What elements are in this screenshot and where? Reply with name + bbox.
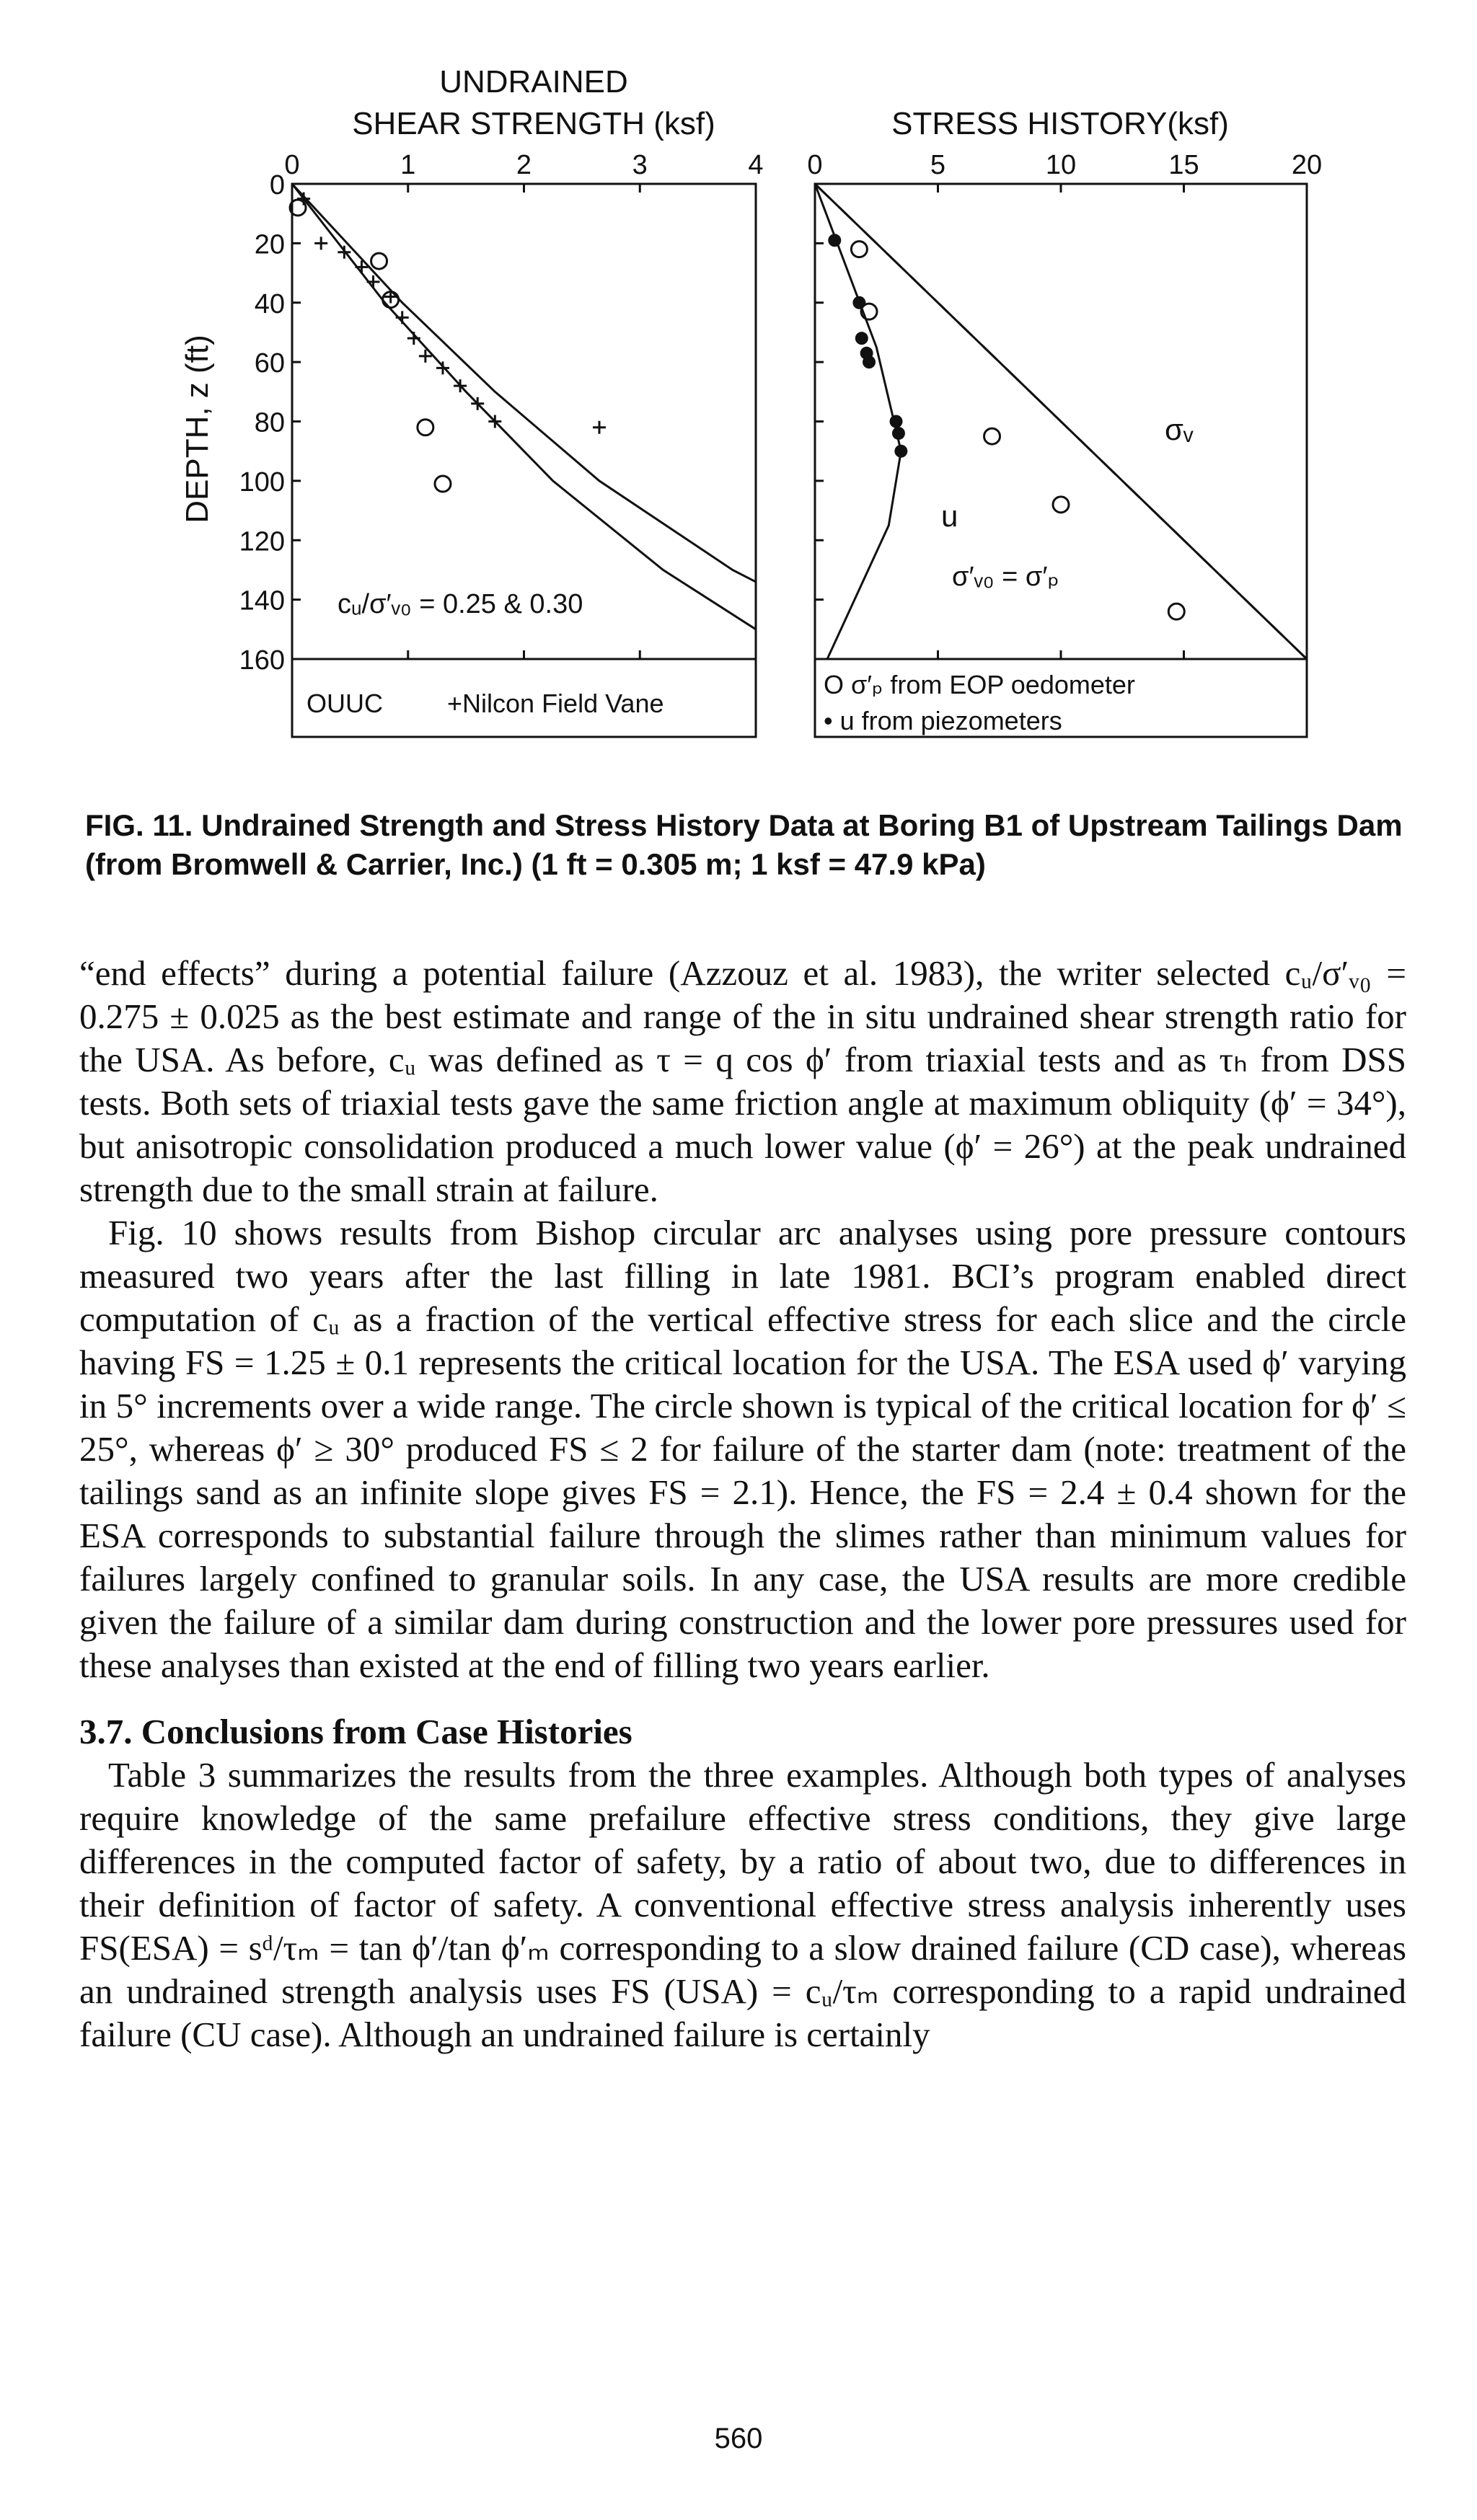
y-tick-label: 20	[254, 229, 285, 260]
figure-caption: FIG. 11. Undrained Strength and Stress History Data at Boring B1 of Upstream Tailings Dam (from Bromwell & Carrier, Inc.) (1 ft = 0.305 m; 1 ksf = 47.9 kPa)	[85, 808, 1403, 881]
data-point	[371, 253, 387, 269]
data-point	[984, 428, 1000, 444]
left-title-line2: SHEAR STRENGTH (ksf)	[352, 106, 715, 141]
series-line	[815, 184, 1307, 659]
x-tick-label: 1	[400, 150, 416, 180]
y-tick-label: 160	[239, 645, 285, 676]
x-tick-label: 10	[1045, 150, 1077, 180]
page-number: 560	[714, 2423, 763, 2454]
right-legend-oedometer: O σ′ₚ from EOP oedometer	[824, 670, 1135, 699]
left-chart	[239, 150, 764, 737]
y-tick-label: 40	[254, 288, 285, 319]
data-point	[1053, 497, 1069, 513]
right-chart	[807, 150, 1322, 737]
series-line	[292, 184, 756, 629]
y-tick-label: 120	[239, 526, 285, 557]
figure-svg	[0, 0, 1477, 779]
left-legend-vane: +Nilcon Field Vane	[447, 689, 664, 718]
data-point	[418, 420, 433, 436]
x-tick-label: 5	[930, 150, 946, 180]
right-title: STRESS HISTORY(ksf)	[891, 106, 1229, 141]
y-tick-label: 80	[254, 407, 285, 438]
left-legend-ouuc: OUUC	[307, 689, 383, 718]
x-tick-label: 0	[807, 150, 823, 180]
y-tick-label: 100	[239, 467, 285, 498]
data-point	[851, 242, 867, 257]
left-title-line1: UNDRAINED	[439, 64, 628, 100]
x-tick-label: 2	[516, 150, 532, 180]
piezometer-point	[863, 355, 876, 368]
label-sigma-v: σᵥ	[1165, 412, 1194, 446]
x-tick-label: 20	[1291, 150, 1323, 180]
y-tick-label: 140	[239, 585, 285, 616]
x-tick-label: 3	[632, 150, 648, 180]
x-tick-label: 4	[748, 150, 764, 180]
figure-11	[0, 0, 1477, 779]
right-legend-piezometers: • u from piezometers	[824, 706, 1062, 735]
data-point	[1168, 604, 1184, 619]
vane-point	[593, 421, 606, 434]
x-tick-label: 0	[284, 150, 300, 180]
paragraph-3: Table 3 summarizes the results from the three examples. Although both types of analyses require knowledge of the same prefailure effective stress conditions, they give large differences in the computed factor of safety, by a ratio of about two, due to differences in their definition of factor of safety. A conventional effective stress analysis inherently uses FS(ESA) = sᵈ/τₘ = tan ϕ′/tan ϕ′ₘ corresponding to a slow drained failure (CD case), whereas an undrained strength analysis uses FS (USA) = cᵤ/τₘ corresponding to a rapid undrained failure (CU case). Although an undrained failure is certainly	[79, 1755, 1406, 2054]
y-axis-label: DEPTH, z (ft)	[180, 335, 215, 523]
body-text	[79, 952, 1406, 2056]
x-tick-label: 15	[1168, 150, 1199, 180]
vane-point	[314, 236, 327, 249]
y-tick-label: 60	[254, 348, 285, 379]
section-heading: 3.7. Conclusions from Case Histories	[79, 1712, 632, 1751]
piezometer-point	[855, 332, 868, 345]
series-line	[292, 184, 756, 582]
label-equal: σ′ᵥ₀ = σ′ₚ	[952, 562, 1059, 592]
paragraph-1: “end effects” during a potential failure (Azzouz et al. 1983), the writer selected cᵤ/σ′ᵥ₀ = 0.275 ± 0.025 as the best estimate and range of the in situ undrained shear strength ratio for the USA. As before, cᵤ was defined as τ = q cos ϕ′ from triaxial tests and as τₕ from DSS tests. Both sets of triaxial tests gave the same friction angle at maximum obliquity (ϕ′ = 34°), but anisotropic consolidation produced a much lower value (ϕ′ = 26°) at the peak undrained strength due to the small strain at failure.	[79, 953, 1406, 1209]
label-u: u	[941, 499, 958, 533]
y-tick-label: 0	[269, 170, 285, 200]
paragraph-2: Fig. 10 shows results from Bishop circular arc analyses using pore pressure contours measured two years after the last filling in late 1981. BCI’s program enabled direct computation of cᵤ as a fraction of the vertical effective stress for each slice and the circle having FS = 1.25 ± 0.1 represents the critical location for the USA. The ESA used ϕ′ varying in 5° increments over a wide range. The circle shown is typical of the critical location for ϕ′ ≤ 25°, whereas ϕ′ ≥ 30° produced FS ≤ 2 for failure of the starter dam (note: treatment of the tailings sand as an infinite slope gives FS = 2.1). Hence, the FS = 2.4 ± 0.4 shown for the ESA corresponds to substantial failure through the slimes rather than minimum values for failures largely confined to granular soils. In any case, the USA results are more credible given the failure of a similar dam during construction and the lower pore pressures used for these analyses than existed at the end of filling two years earlier.	[79, 1213, 1406, 1685]
data-point	[435, 476, 451, 492]
left-annotation: cᵤ/σ′ᵥ₀ = 0.25 & 0.30	[338, 589, 583, 619]
